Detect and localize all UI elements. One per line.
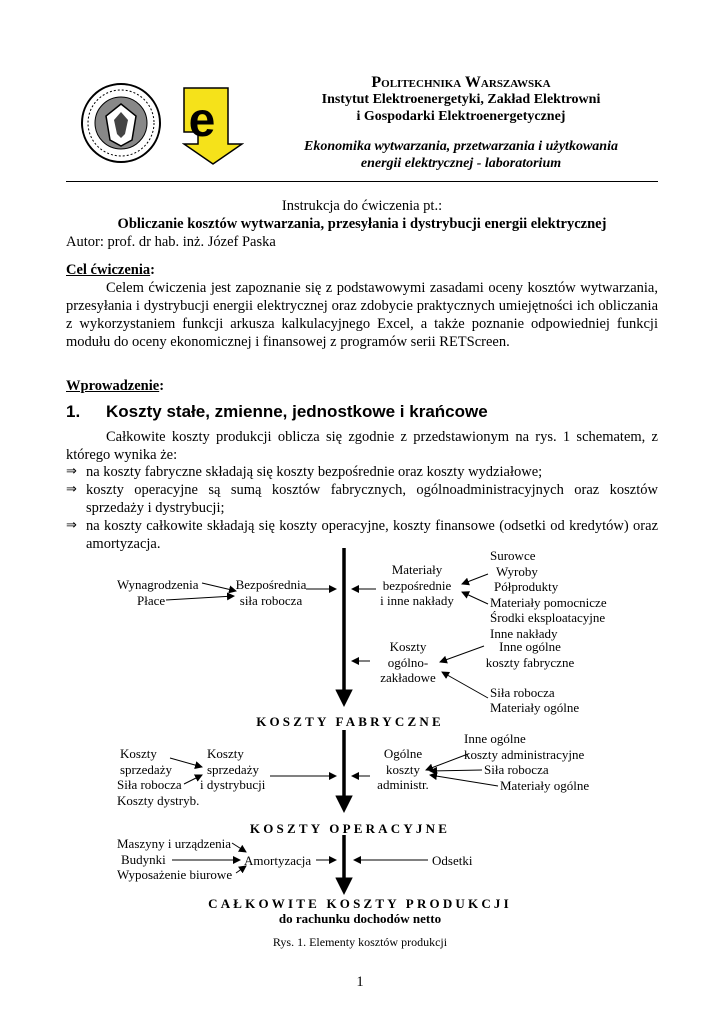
university-name: Politechnika Warszawska <box>371 74 551 91</box>
course-line-2: energii elektrycznej - laboratorium <box>360 156 562 171</box>
calkowite-koszty-heading: CAŁKOWITE KOSZTY PRODUKCJI <box>208 896 512 911</box>
label-bezposrednia: Bezpośrednia siła robocza <box>235 577 307 608</box>
page-number: 1 <box>356 974 364 990</box>
label-odsetki: Odsetki <box>432 853 473 868</box>
koszty-operacyjne-heading: KOSZTY OPERACYJNE <box>249 821 451 836</box>
list-koszty-administracyjne: Inne ogólne koszty administracyjne Siła robocza Materiały ogólne <box>464 731 590 793</box>
goal-text: Celem ćwiczenia jest zapoznanie się z podstawowymi zasadami oceny kosztów wytwarzania, przesyłania i dystrybucji energii elektrycznej oraz zdobycie praktycznych umiejętności ich obliczania z wykorzystaniem funkcji arkusza kalkulacyjnego Excel, a także poznanie odpowiedniej funkcji modułu do oceny ekonomicznej i finansowej z programów serii RETScreen. <box>66 280 658 350</box>
institute-line-1: Instytut Elektroenergetyki, Zakład Elektrowni <box>321 92 601 107</box>
list-item: ⇒ na koszty całkowite składają się koszty operacyjne, koszty finansowe (odsetki od kredytów) oraz amortyzacja. <box>66 518 658 552</box>
logo-letter: e <box>188 94 216 147</box>
section-title: Koszty stałe, zmienne, jednostkowe i krańcowe <box>106 402 488 421</box>
exercise-title: Obliczanie kosztów wytwarzania, przesyłania i dystrybucji energii elektrycznej <box>117 216 607 232</box>
do-rachunku-label: do rachunku dochodów netto <box>278 911 442 926</box>
institute-line-2: i Gospodarki Elektroenergetycznej <box>356 109 566 124</box>
list-surowce: Surowce Wyroby Półprodukty Materiały pomocnicze Środki eksploatacyjne Inne nakłady <box>490 548 607 641</box>
list-koszty-sprzedazy: Koszty sprzedaży Siła robocza Koszty dystryb. <box>117 746 200 808</box>
label-ogolne-koszty-administr: Ogólne koszty administr. <box>377 746 429 792</box>
label-koszty-sprzedazy-dystrybucji: Koszty sprzedaży i dystrybucji <box>200 746 266 792</box>
koszty-fabryczne-heading: KOSZTY FABRYCZNE <box>256 714 444 729</box>
label-materialy-ogolne-1: Materiały ogólne <box>490 700 580 715</box>
author: Autor: prof. dr hab. inż. Józef Paska <box>66 234 276 250</box>
goal-heading: Cel ćwiczenia: <box>66 262 155 278</box>
label-materialy-bezposrednie: Materiały bezpośrednie i inne nakłady <box>380 562 454 608</box>
section-number: 1. <box>66 402 81 421</box>
implies-arrow-icon: ⇒ <box>66 464 77 479</box>
instruction-label: Instrukcja do ćwiczenia pt.: <box>281 198 443 214</box>
figure-caption: Rys. 1. Elementy kosztów produkcji <box>272 935 448 949</box>
intro-heading: Wprowadzenie: <box>66 378 165 394</box>
label-koszty-ogolnozakladowe: Koszty ogólno- zakładowe <box>380 639 436 685</box>
implies-arrow-icon: ⇒ <box>66 518 77 533</box>
label-inne-ogolne-fabryczne: Inne ogólne koszty fabryczne <box>485 639 575 670</box>
label-sila-robocza-1: Siła robocza <box>490 685 555 700</box>
label-amortyzacja: Amortyzacja <box>244 853 312 868</box>
section-paragraph: Całkowite koszty produkcji oblicza się zgodnie z przedstawionym na rys. 1 schematem, z którego wynika że: <box>66 429 658 463</box>
course-line-1: Ekonomika wytwarzania, przetwarzania i użytkowania <box>304 139 618 154</box>
label-wynagrodzenia: Wynagrodzenia <box>117 577 199 592</box>
list-item: ⇒ na koszty fabryczne składają się koszty bezpośrednie oraz koszty wydziałowe; <box>66 464 543 480</box>
implies-arrow-icon: ⇒ <box>66 482 77 497</box>
label-place: Płace <box>137 593 166 608</box>
list-item: ⇒ koszty operacyjne są sumą kosztów fabrycznych, ogólnoadministracyjnych oraz kosztów sprzedaży i dystrybucji; <box>66 482 658 516</box>
list-amortyzacja-sources: Maszyny i urządzenia Budynki Wyposażenie biurowe <box>117 836 233 882</box>
